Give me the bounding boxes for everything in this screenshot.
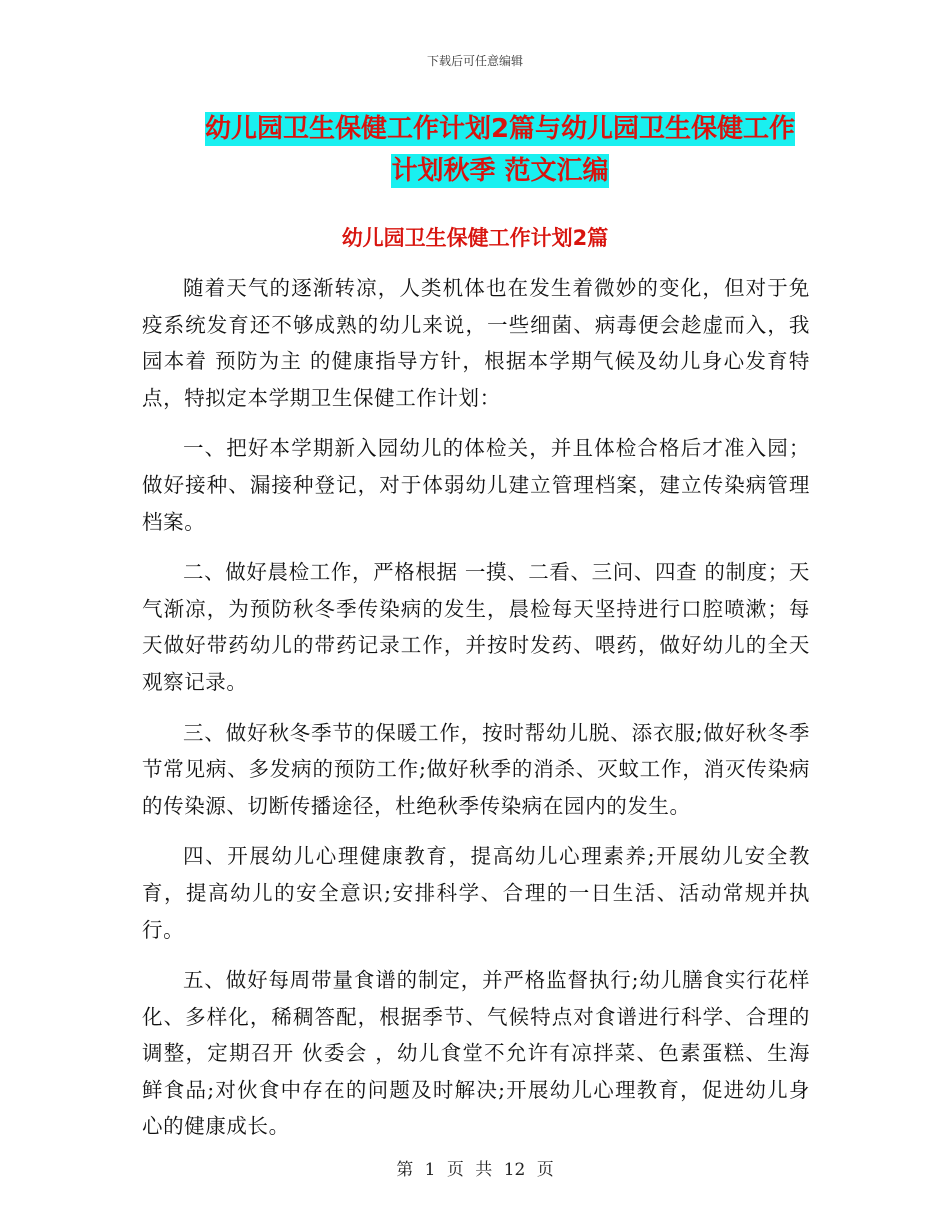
paragraph-item-2: 二、做好晨检工作，严格根据 一摸、二看、三问、四查 的制度；天气渐凉，为预防秋冬季传染病的发生，晨检每天坚持进行口腔喷漱；每天做好带药幼儿的带药记录工作，并按时发药、喂药，做好幼儿的全天观察记录。 <box>142 560 810 694</box>
document-body <box>142 270 810 1145</box>
paragraph-item-4: 四、开展幼儿心理健康教育，提高幼儿心理素养;开展幼儿安全教育，提高幼儿的安全意识;安排科学、合理的一日生活、活动常规并执行。 <box>142 844 810 942</box>
paragraph-intro: 随着天气的逐渐转凉，人类机体也在发生着微妙的变化，但对于免疫系统发育还不够成熟的幼儿来说，一些细菌、病毒便会趁虚而入，我园本着 预防为主 的健康指导方针，根据本学期气候及幼儿身心发育特点，特拟定本学期卫生保健工作计划： <box>142 276 810 410</box>
document-title <box>150 108 850 192</box>
page-number-footer: 第 1 页 共 12 页 <box>396 1160 554 1180</box>
paragraph-item-1: 一、把好本学期新入园幼儿的体检关，并且体检合格后才准入园；做好接种、漏接种登记，对于体弱幼儿建立管理档案，建立传染病管理档案。 <box>142 436 810 534</box>
paragraph-item-5: 五、做好每周带量食谱的制定，并严格监督执行;幼儿膳食实行花样化、多样化，稀稠答配，根据季节、气候特点对食谱进行科学、合理的调整，定期召开 伙委会 ，幼儿食堂不允许有凉拌菜、色素蛋糕、生海鲜食品;对伙食中存在的问题及时解决;开展幼儿心理教育，促进幼儿身心的健康成长。 <box>142 968 810 1139</box>
document-title-line-2: 计划秋季 范文汇编 <box>391 156 609 186</box>
section-title: 幼儿园卫生保健工作计划2篇 <box>341 226 609 250</box>
paragraph-item-3: 三、做好秋冬季节的保暖工作，按时帮幼儿脱、添衣服;做好秋冬季节常见病、多发病的预防工作;做好秋季的消杀、灭蚊工作，消灭传染病的传染源、切断传播途径，杜绝秋季传染病在园内的发生。 <box>142 720 810 818</box>
header-note: 下载后可任意编辑 <box>426 54 523 68</box>
document-title-line-1: 幼儿园卫生保健工作计划2篇与幼儿园卫生保健工作 <box>204 114 796 144</box>
